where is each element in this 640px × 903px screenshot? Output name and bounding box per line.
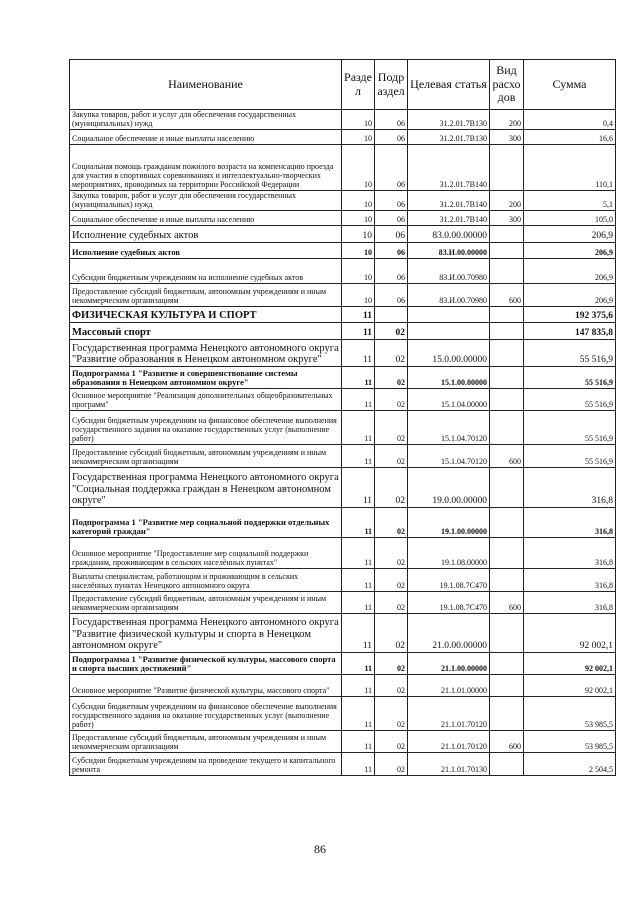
- row-name: Субсидии бюджетным учреждениям на исполнение судебных актов: [70, 259, 342, 284]
- row-name: Массовый спорт: [70, 323, 342, 340]
- row-vid: [490, 389, 524, 411]
- row-razdel: 10: [342, 110, 375, 130]
- row-podrazdel: 02: [375, 411, 408, 445]
- row-podrazdel: 06: [375, 284, 408, 307]
- row-celevaya: 19.1.08.7С470: [408, 592, 490, 614]
- row-summa: 16,6: [524, 130, 616, 145]
- row-vid: [490, 145, 524, 191]
- row-podrazdel: 02: [375, 323, 408, 340]
- table-row: [70, 340, 616, 367]
- header-name: Наименование: [70, 60, 342, 110]
- table-row: [70, 259, 616, 284]
- row-razdel: 11: [342, 367, 375, 389]
- table-row: [70, 323, 616, 340]
- row-celevaya: 19.0.00.00000: [408, 468, 490, 508]
- row-name: Предоставление субсидий бюджетным, автономным учреждениям и иным некоммерческим организациям: [70, 284, 342, 307]
- row-name: Основное мероприятие "Развитие физической культуры, массового спорта": [70, 675, 342, 697]
- row-vid: [490, 243, 524, 259]
- row-podrazdel: 02: [375, 753, 408, 776]
- budget-table: [69, 59, 616, 776]
- table-row: [70, 110, 616, 130]
- row-podrazdel: 02: [375, 508, 408, 538]
- table-row: [70, 130, 616, 145]
- row-summa: 110,1: [524, 145, 616, 191]
- row-name: Основное мероприятие "Предоставление мер социальной поддержки гражданам, проживающим в сельских населённых пунктах": [70, 538, 342, 569]
- row-podrazdel: 02: [375, 468, 408, 508]
- row-razdel: 11: [342, 569, 375, 592]
- table-row: [70, 389, 616, 411]
- row-name: Выплаты специалистам, работающим и проживающим в сельских населённых пунктах Ненецкого автономного округа: [70, 569, 342, 592]
- row-vid: [490, 697, 524, 731]
- row-podrazdel: 02: [375, 445, 408, 468]
- row-name: Предоставление субсидий бюджетным, автономным учреждениям и иным некоммерческим организациям: [70, 592, 342, 614]
- row-name: Исполнение судебных актов: [70, 243, 342, 259]
- row-celevaya: 21.1.01.70120: [408, 731, 490, 753]
- row-vid: [490, 508, 524, 538]
- table-row: [70, 592, 616, 614]
- row-razdel: 11: [342, 323, 375, 340]
- table-row: [70, 226, 616, 243]
- row-vid: [490, 307, 524, 323]
- row-vid: [490, 340, 524, 367]
- row-razdel: 11: [342, 445, 375, 468]
- row-summa: 316,8: [524, 508, 616, 538]
- row-summa: 92 002,1: [524, 653, 616, 675]
- table-row: [70, 211, 616, 226]
- table-row: [70, 191, 616, 211]
- row-summa: 316,8: [524, 592, 616, 614]
- row-celevaya: 21.1.01.70120: [408, 697, 490, 731]
- row-razdel: 11: [342, 389, 375, 411]
- row-vid: 300: [490, 211, 524, 226]
- row-celevaya: 83.0.00.00000: [408, 226, 490, 243]
- row-celevaya: 15.1.04.70120: [408, 445, 490, 468]
- row-razdel: 10: [342, 191, 375, 211]
- row-name: Субсидии бюджетным учреждениям на проведение текущего и капитального ремонта: [70, 753, 342, 776]
- table-body: [70, 110, 616, 776]
- row-summa: 206,9: [524, 259, 616, 284]
- row-summa: 206,9: [524, 284, 616, 307]
- row-celevaya: 15.1.00.00000: [408, 367, 490, 389]
- row-summa: 316,8: [524, 468, 616, 508]
- row-name: Подпрограмма 1 "Развитие физической культуры, массового спорта и спорта высших достижений": [70, 653, 342, 675]
- row-summa: 147 835,8: [524, 323, 616, 340]
- row-name: ФИЗИЧЕСКАЯ КУЛЬТУРА И СПОРТ: [70, 307, 342, 323]
- row-summa: 316,8: [524, 569, 616, 592]
- row-summa: 105,0: [524, 211, 616, 226]
- row-vid: [490, 323, 524, 340]
- row-celevaya: 83.И.00.70980: [408, 284, 490, 307]
- row-vid: [490, 538, 524, 569]
- row-razdel: 10: [342, 226, 375, 243]
- table-row: [70, 468, 616, 508]
- row-podrazdel: 02: [375, 653, 408, 675]
- row-podrazdel: 02: [375, 697, 408, 731]
- row-podrazdel: 02: [375, 340, 408, 367]
- table-header-row: [70, 60, 616, 110]
- row-podrazdel: 06: [375, 191, 408, 211]
- row-name: Основное мероприятие "Реализация дополнительных общеобразовательных программ": [70, 389, 342, 411]
- row-summa: 206,9: [524, 243, 616, 259]
- row-razdel: 11: [342, 468, 375, 508]
- table-row: [70, 675, 616, 697]
- row-razdel: 10: [342, 243, 375, 259]
- row-vid: [490, 653, 524, 675]
- row-podrazdel: 02: [375, 675, 408, 697]
- row-razdel: 11: [342, 592, 375, 614]
- row-vid: 600: [490, 592, 524, 614]
- row-summa: 192 375,6: [524, 307, 616, 323]
- row-name: Субсидии бюджетным учреждениям на финансовое обеспечение выполнения государственного задания на оказание государственных услуг (выполнение работ): [70, 411, 342, 445]
- table-row: [70, 569, 616, 592]
- row-name: Субсидии бюджетным учреждениям на финансовое обеспечение выполнения государственного задания на оказание государственных услуг (выполнение работ): [70, 697, 342, 731]
- row-podrazdel: 06: [375, 243, 408, 259]
- row-razdel: 11: [342, 653, 375, 675]
- row-vid: 600: [490, 445, 524, 468]
- row-celevaya: 31.2.01.7В140: [408, 191, 490, 211]
- table-row: [70, 284, 616, 307]
- row-podrazdel: 02: [375, 569, 408, 592]
- row-celevaya: 21.1.00.00000: [408, 653, 490, 675]
- table-row: [70, 731, 616, 753]
- row-podrazdel: 06: [375, 130, 408, 145]
- row-vid: [490, 753, 524, 776]
- row-razdel: 11: [342, 307, 375, 323]
- row-podrazdel: 06: [375, 211, 408, 226]
- row-podrazdel: 02: [375, 538, 408, 569]
- row-summa: 55 516,9: [524, 389, 616, 411]
- table-row: [70, 508, 616, 538]
- row-vid: [490, 259, 524, 284]
- row-podrazdel: 02: [375, 367, 408, 389]
- row-summa: 92 002,1: [524, 675, 616, 697]
- row-vid: [490, 614, 524, 653]
- row-celevaya: 31.2.01.7В140: [408, 145, 490, 191]
- header-vid: Вид расхо дов: [490, 60, 524, 110]
- row-summa: 53 985,5: [524, 731, 616, 753]
- row-summa: 55 516,9: [524, 445, 616, 468]
- row-celevaya: 19.1.00.00000: [408, 508, 490, 538]
- row-summa: 206,9: [524, 226, 616, 243]
- row-celevaya: 83.И.00.00000: [408, 243, 490, 259]
- row-summa: 92 002,1: [524, 614, 616, 653]
- header-summa: Сумма: [524, 60, 616, 110]
- row-celevaya: 21.0.00.00000: [408, 614, 490, 653]
- row-razdel: 11: [342, 675, 375, 697]
- header-razdel: Разде л: [342, 60, 375, 110]
- row-name: Подпрограмма 1 "Развитие мер социальной поддержки отдельных категорий граждан": [70, 508, 342, 538]
- row-vid: [490, 411, 524, 445]
- row-razdel: 11: [342, 731, 375, 753]
- row-summa: 2 504,5: [524, 753, 616, 776]
- row-podrazdel: 02: [375, 614, 408, 653]
- row-vid: 600: [490, 731, 524, 753]
- row-vid: [490, 569, 524, 592]
- row-razdel: 11: [342, 411, 375, 445]
- table-row: [70, 538, 616, 569]
- row-razdel: 11: [342, 340, 375, 367]
- row-podrazdel: 06: [375, 226, 408, 243]
- table-row: [70, 445, 616, 468]
- row-vid: 300: [490, 130, 524, 145]
- row-summa: 316,8: [524, 538, 616, 569]
- row-razdel: 11: [342, 508, 375, 538]
- table-row: [70, 653, 616, 675]
- row-celevaya: 31.2.01.7В130: [408, 110, 490, 130]
- row-summa: 5,1: [524, 191, 616, 211]
- table-row: [70, 411, 616, 445]
- row-celevaya: 21.1.01.70130: [408, 753, 490, 776]
- row-podrazdel: 02: [375, 592, 408, 614]
- row-name: Исполнение судебных актов: [70, 226, 342, 243]
- table-row: [70, 614, 616, 653]
- row-razdel: 11: [342, 614, 375, 653]
- row-vid: [490, 226, 524, 243]
- row-summa: 55 516,9: [524, 340, 616, 367]
- row-name: Закупка товаров, работ и услуг для обеспечения государственных (муниципальных) нужд: [70, 191, 342, 211]
- row-celevaya: [408, 307, 490, 323]
- row-name: Государственная программа Ненецкого автономного округа "Развитие образования в Ненецком автономном округе": [70, 340, 342, 367]
- row-podrazdel: 06: [375, 259, 408, 284]
- table-row: [70, 697, 616, 731]
- row-celevaya: 31.2.01.7В130: [408, 130, 490, 145]
- row-razdel: 11: [342, 753, 375, 776]
- row-podrazdel: 02: [375, 731, 408, 753]
- table-row: [70, 367, 616, 389]
- row-summa: 53 985,5: [524, 697, 616, 731]
- row-name: Предоставление субсидий бюджетным, автономным учреждениям и иным некоммерческим организациям: [70, 731, 342, 753]
- row-razdel: 10: [342, 211, 375, 226]
- row-razdel: 10: [342, 130, 375, 145]
- row-razdel: 10: [342, 145, 375, 191]
- table-row: [70, 145, 616, 191]
- row-name: Государственная программа Ненецкого автономного округа "Социальная поддержка граждан в Ненецком автономном округе": [70, 468, 342, 508]
- row-name: Закупка товаров, работ и услуг для обеспечения государственных (муниципальных) нужд: [70, 110, 342, 130]
- row-razdel: 11: [342, 538, 375, 569]
- row-razdel: 11: [342, 697, 375, 731]
- row-celevaya: 31.2.01.7В140: [408, 211, 490, 226]
- row-summa: 55 516,9: [524, 411, 616, 445]
- row-podrazdel: 02: [375, 389, 408, 411]
- row-razdel: 10: [342, 259, 375, 284]
- row-vid: [490, 367, 524, 389]
- row-podrazdel: 06: [375, 145, 408, 191]
- row-vid: [490, 468, 524, 508]
- page-number: 86: [314, 842, 326, 856]
- row-celevaya: [408, 323, 490, 340]
- row-celevaya: 15.1.04.70120: [408, 411, 490, 445]
- row-name: Предоставление субсидий бюджетным, автономным учреждениям и иным некоммерческим организациям: [70, 445, 342, 468]
- row-vid: 200: [490, 191, 524, 211]
- row-name: Социальная помощь гражданам пожилого возраста на компенсацию проезда для участия в спортивных соревнованиях и интеллектуально-творческих мероприятиях, проводимых на территории Российской Федерации: [70, 145, 342, 191]
- row-celevaya: 21.1.01.00000: [408, 675, 490, 697]
- header-celevaya: Целевая статья: [408, 60, 490, 110]
- row-name: Социальное обеспечение и иные выплаты населению: [70, 211, 342, 226]
- row-celevaya: 15.0.00.00000: [408, 340, 490, 367]
- row-celevaya: 19.1.08.7С470: [408, 569, 490, 592]
- row-name: Социальное обеспечение и иные выплаты населению: [70, 130, 342, 145]
- row-vid: 600: [490, 284, 524, 307]
- row-summa: 55 516,9: [524, 367, 616, 389]
- table-row: [70, 243, 616, 259]
- row-name: Подпрограмма 1 "Развитие и совершенствование системы образования в Ненецком автономном округе": [70, 367, 342, 389]
- row-razdel: 10: [342, 284, 375, 307]
- table-row: [70, 307, 616, 323]
- table-row: [70, 753, 616, 776]
- row-vid: [490, 675, 524, 697]
- row-vid: 200: [490, 110, 524, 130]
- row-celevaya: 15.1.04.00000: [408, 389, 490, 411]
- row-podrazdel: [375, 307, 408, 323]
- row-celevaya: 83.И.00.70980: [408, 259, 490, 284]
- row-summa: 0,4: [524, 110, 616, 130]
- row-podrazdel: 06: [375, 110, 408, 130]
- row-name: Государственная программа Ненецкого автономного округа "Развитие физической культуры и спорта в Ненецком автономном округе": [70, 614, 342, 653]
- row-celevaya: 19.1.08.00000: [408, 538, 490, 569]
- header-podrazdel: Подр аздел: [375, 60, 408, 110]
